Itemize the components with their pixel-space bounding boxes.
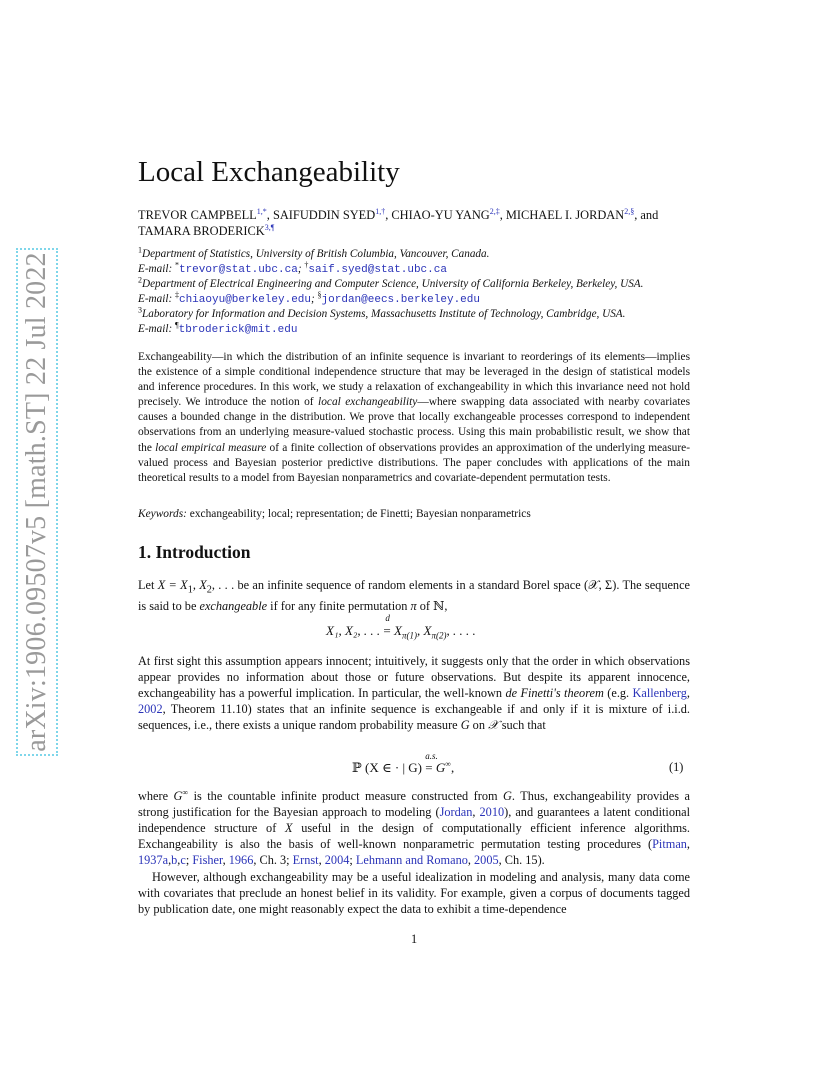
math: 2 — [206, 584, 212, 596]
text: if for any finite permutation — [267, 599, 411, 614]
math: π(1) — [401, 630, 417, 641]
emphasis: exchangeable — [199, 599, 268, 614]
email-mark: * — [174, 259, 179, 269]
citation-link[interactable]: Fisher — [192, 853, 223, 867]
text: ; — [349, 853, 356, 867]
math: π(2) — [431, 630, 447, 641]
equation-number: (1) — [669, 760, 684, 774]
author-footnote-link[interactable]: 1,† — [375, 206, 386, 216]
citation-link[interactable]: Lehmann and Romano — [355, 853, 468, 867]
math: = — [383, 623, 391, 638]
text: , — [472, 805, 480, 819]
math: X — [285, 821, 293, 835]
affiliation-department: Laboratory for Information and Decision Systems, Massachusetts Institute of Technology, Cambridge, USA. — [142, 308, 626, 320]
email-link[interactable]: chiaoyu@berkeley.edu — [178, 293, 312, 306]
affiliation-number: 2 — [138, 275, 142, 285]
citation-link[interactable]: 2005 — [474, 853, 499, 867]
equation-de-finetti — [352, 751, 455, 776]
author-footnote-link[interactable]: 1,* — [256, 206, 267, 216]
email-label: E-mail: — [138, 292, 175, 305]
text: , — [318, 853, 325, 867]
email-mark: ¶ — [174, 319, 179, 329]
arxiv-stamp-text: arXiv:1906.09507v5 [math.ST] 22 Jul 2022 — [21, 252, 52, 752]
text: , Ch. 15). — [498, 853, 545, 867]
math: G — [432, 760, 446, 775]
author-footnote-link[interactable]: 3,¶ — [264, 222, 275, 232]
author-name: , CHIAO-YU YANG — [385, 208, 490, 222]
abstract — [138, 350, 690, 486]
text: , — [222, 853, 229, 867]
affiliation-number: 1 — [138, 245, 142, 255]
email-mark: ‡ — [174, 289, 179, 299]
email-link[interactable]: tbroderick@mit.edu — [178, 323, 298, 336]
math: 1 — [187, 584, 193, 596]
affiliations — [138, 247, 718, 337]
email-link[interactable]: saif.syed@stat.ubc.ca — [308, 263, 447, 276]
citation-link[interactable]: Pitman — [652, 837, 687, 851]
math: ∞ — [182, 787, 189, 797]
text: , — [177, 853, 181, 867]
text: . Thus, exchangeability provides a strong justification for the Bayesian approach to modeling ( — [138, 789, 690, 819]
paragraph-4: However, although exchangeability may be a useful idealization in modeling and analysis, many data come with covariates that preclude an honest belief in its validity. For example, given a corpus of documents tagged by publication date, one might reasonably expect the data to exhibit a time-dependence — [138, 870, 690, 916]
keywords-text: exchangeability; local; representation; de Finetti; Bayesian nonparametrics — [186, 508, 531, 520]
math: , . . . . — [446, 623, 476, 638]
math: X = X — [157, 578, 188, 592]
math: 𝒳 — [488, 718, 499, 732]
text: be an infinite sequence of random elements in a standard Borel space (𝒳, Σ). The sequence is said to be — [138, 578, 690, 614]
paragraph-1 — [138, 577, 690, 614]
math: X₁, X₂, . . . — [326, 623, 381, 638]
math: G — [503, 789, 512, 803]
math: , X — [192, 578, 207, 592]
text: , — [686, 837, 690, 851]
text: where — [138, 789, 174, 803]
author-footnote-link[interactable]: 2,‡ — [489, 206, 500, 216]
emphasis: de Finetti's theorem — [505, 686, 604, 700]
text: such that — [498, 718, 546, 732]
email-label: E-mail: — [138, 322, 175, 335]
affiliation-2 — [138, 277, 718, 292]
abstract-text: —where swapping data associated with nearby covariates causes a bounded change in the distribution. We prove that locally exchangeable processes correspond to independent observations from an underlying measure-valued stochastic process. Using this main probabilistic result, we show that the — [138, 396, 691, 454]
paragraph-3 — [138, 788, 690, 868]
math: = — [425, 760, 433, 775]
math: d — [385, 613, 390, 623]
text: , — [168, 853, 172, 867]
text: ), and guarantees a latent conditional independence structure of — [138, 805, 691, 835]
paper-title: Local Exchangeability — [138, 156, 400, 188]
math: G — [460, 718, 470, 732]
section-heading — [138, 542, 250, 563]
arxiv-stamp — [16, 248, 58, 756]
math: π — [410, 599, 417, 614]
affiliation-3 — [138, 307, 718, 322]
email-link[interactable]: trevor@stat.ubc.ca — [178, 263, 298, 276]
math: G — [173, 789, 183, 803]
email-label: E-mail: — [138, 262, 175, 275]
math: ∞ — [445, 759, 451, 769]
email-mark: § — [317, 289, 322, 299]
text: At first sight this assumption appears innocent; intuitively, it suggests only that the order in which observations appear provides no information about those or future observations. But despite its apparent innocence, exchangeability has a powerful implication. In particular, the well-known — [138, 654, 690, 700]
math: X — [394, 623, 402, 638]
keywords — [138, 508, 690, 520]
page-number: 1 — [411, 932, 418, 946]
affiliation-2-emails: E-mail: ‡chiaoyu@berkeley.edu; §jordan@eecs.berkeley.edu — [138, 289, 480, 306]
section-number: 1. — [138, 542, 152, 562]
math: , X — [416, 623, 432, 638]
abstract-text: of a finite collection of observations provides an approximation of the underlying measure-valued process and Bayesian posterior predictive distributions. The paper concludes with applications of the main theoretical results to a model from Bayesian nonparametrics and covariate-dependent permutation tests. — [138, 441, 691, 484]
citation-link[interactable]: 2002 — [138, 702, 163, 716]
math: , — [450, 760, 455, 775]
abstract-emphasis: local empirical measure — [155, 441, 267, 454]
text: , — [467, 853, 475, 867]
affiliation-department: Department of Statistics, University of British Columbia, Vancouver, Canada. — [142, 248, 490, 260]
paragraph-2 — [138, 653, 690, 733]
email-mark: † — [304, 259, 309, 269]
citation-link[interactable]: Jordan — [439, 805, 473, 819]
math: , . . . — [211, 578, 235, 592]
affiliation-1 — [138, 247, 718, 262]
email-link[interactable]: jordan@eecs.berkeley.edu — [321, 293, 480, 306]
text: ; — [185, 853, 193, 867]
citation-link[interactable]: Ernst — [292, 853, 319, 867]
affiliation-3-emails — [138, 319, 718, 338]
citation-link[interactable]: 1966 — [228, 853, 254, 867]
equation-exchangeability — [326, 613, 476, 641]
text: useful in the design of computationally efficient inference algorithms. Exchangeability is also the basis of well-known nonparametric permutation testing procedures ( — [138, 821, 690, 851]
math: a.s. — [425, 751, 438, 761]
text: is the countable infinite product measure constructed from — [188, 789, 504, 803]
abstract-emphasis: local exchangeability — [318, 396, 418, 409]
author-name: , SAIFUDDIN SYED — [266, 208, 376, 222]
text: , Theorem 11.10) states that an infinite sequence is exchangeable if and only if it is mixture of i.i.d. sequences, i.e., there exists a unique random probability measure — [138, 702, 690, 732]
author-footnote-link[interactable]: 2,§ — [624, 206, 635, 216]
author-name: , MICHAEL I. JORDAN — [499, 208, 625, 222]
author-list — [138, 207, 698, 239]
abstract-text: Exchangeability—in which the distribution of an infinite sequence is invariant to reorderings of its elements—implies the existence of a simple conditional independence structure that may be leveraged in the design of statistical models and inference procedures. In this work, we study a relaxation of exchangeability in which this invariance need not hold precisely. We introduce the notion of — [138, 351, 690, 409]
math: ℙ (X ∈ · | G) — [352, 760, 426, 775]
keywords-label: Keywords: — [138, 508, 187, 520]
citation-link[interactable]: 2004 — [324, 853, 350, 867]
citation-link[interactable]: 2010 — [479, 805, 505, 819]
affiliation-number: 3 — [138, 305, 142, 315]
text: Let — [138, 578, 158, 592]
text: (e.g. — [603, 686, 633, 700]
text: of ℕ, — [416, 599, 448, 614]
citation-link[interactable]: b — [171, 853, 178, 867]
text: , Ch. 3; — [253, 853, 293, 867]
citation-link[interactable]: 1937a — [138, 853, 169, 867]
section-title: Introduction — [155, 542, 251, 562]
citation-link[interactable]: c — [180, 853, 186, 867]
author-name: , and TAMARA BRODERICK — [138, 208, 659, 238]
text: , — [686, 686, 690, 700]
author-name: TREVOR CAMPBELL — [138, 208, 257, 222]
affiliation-department: Department of Electrical Engineering and Computer Science, University of California Berkeley, Berkeley, USA. — [142, 278, 644, 290]
text: on — [469, 718, 489, 732]
affiliation-1-emails: E-mail: *trevor@stat.ubc.ca; †saif.syed@stat.ubc.ca — [138, 259, 447, 276]
citation-link[interactable]: Kallenberg — [632, 686, 687, 700]
